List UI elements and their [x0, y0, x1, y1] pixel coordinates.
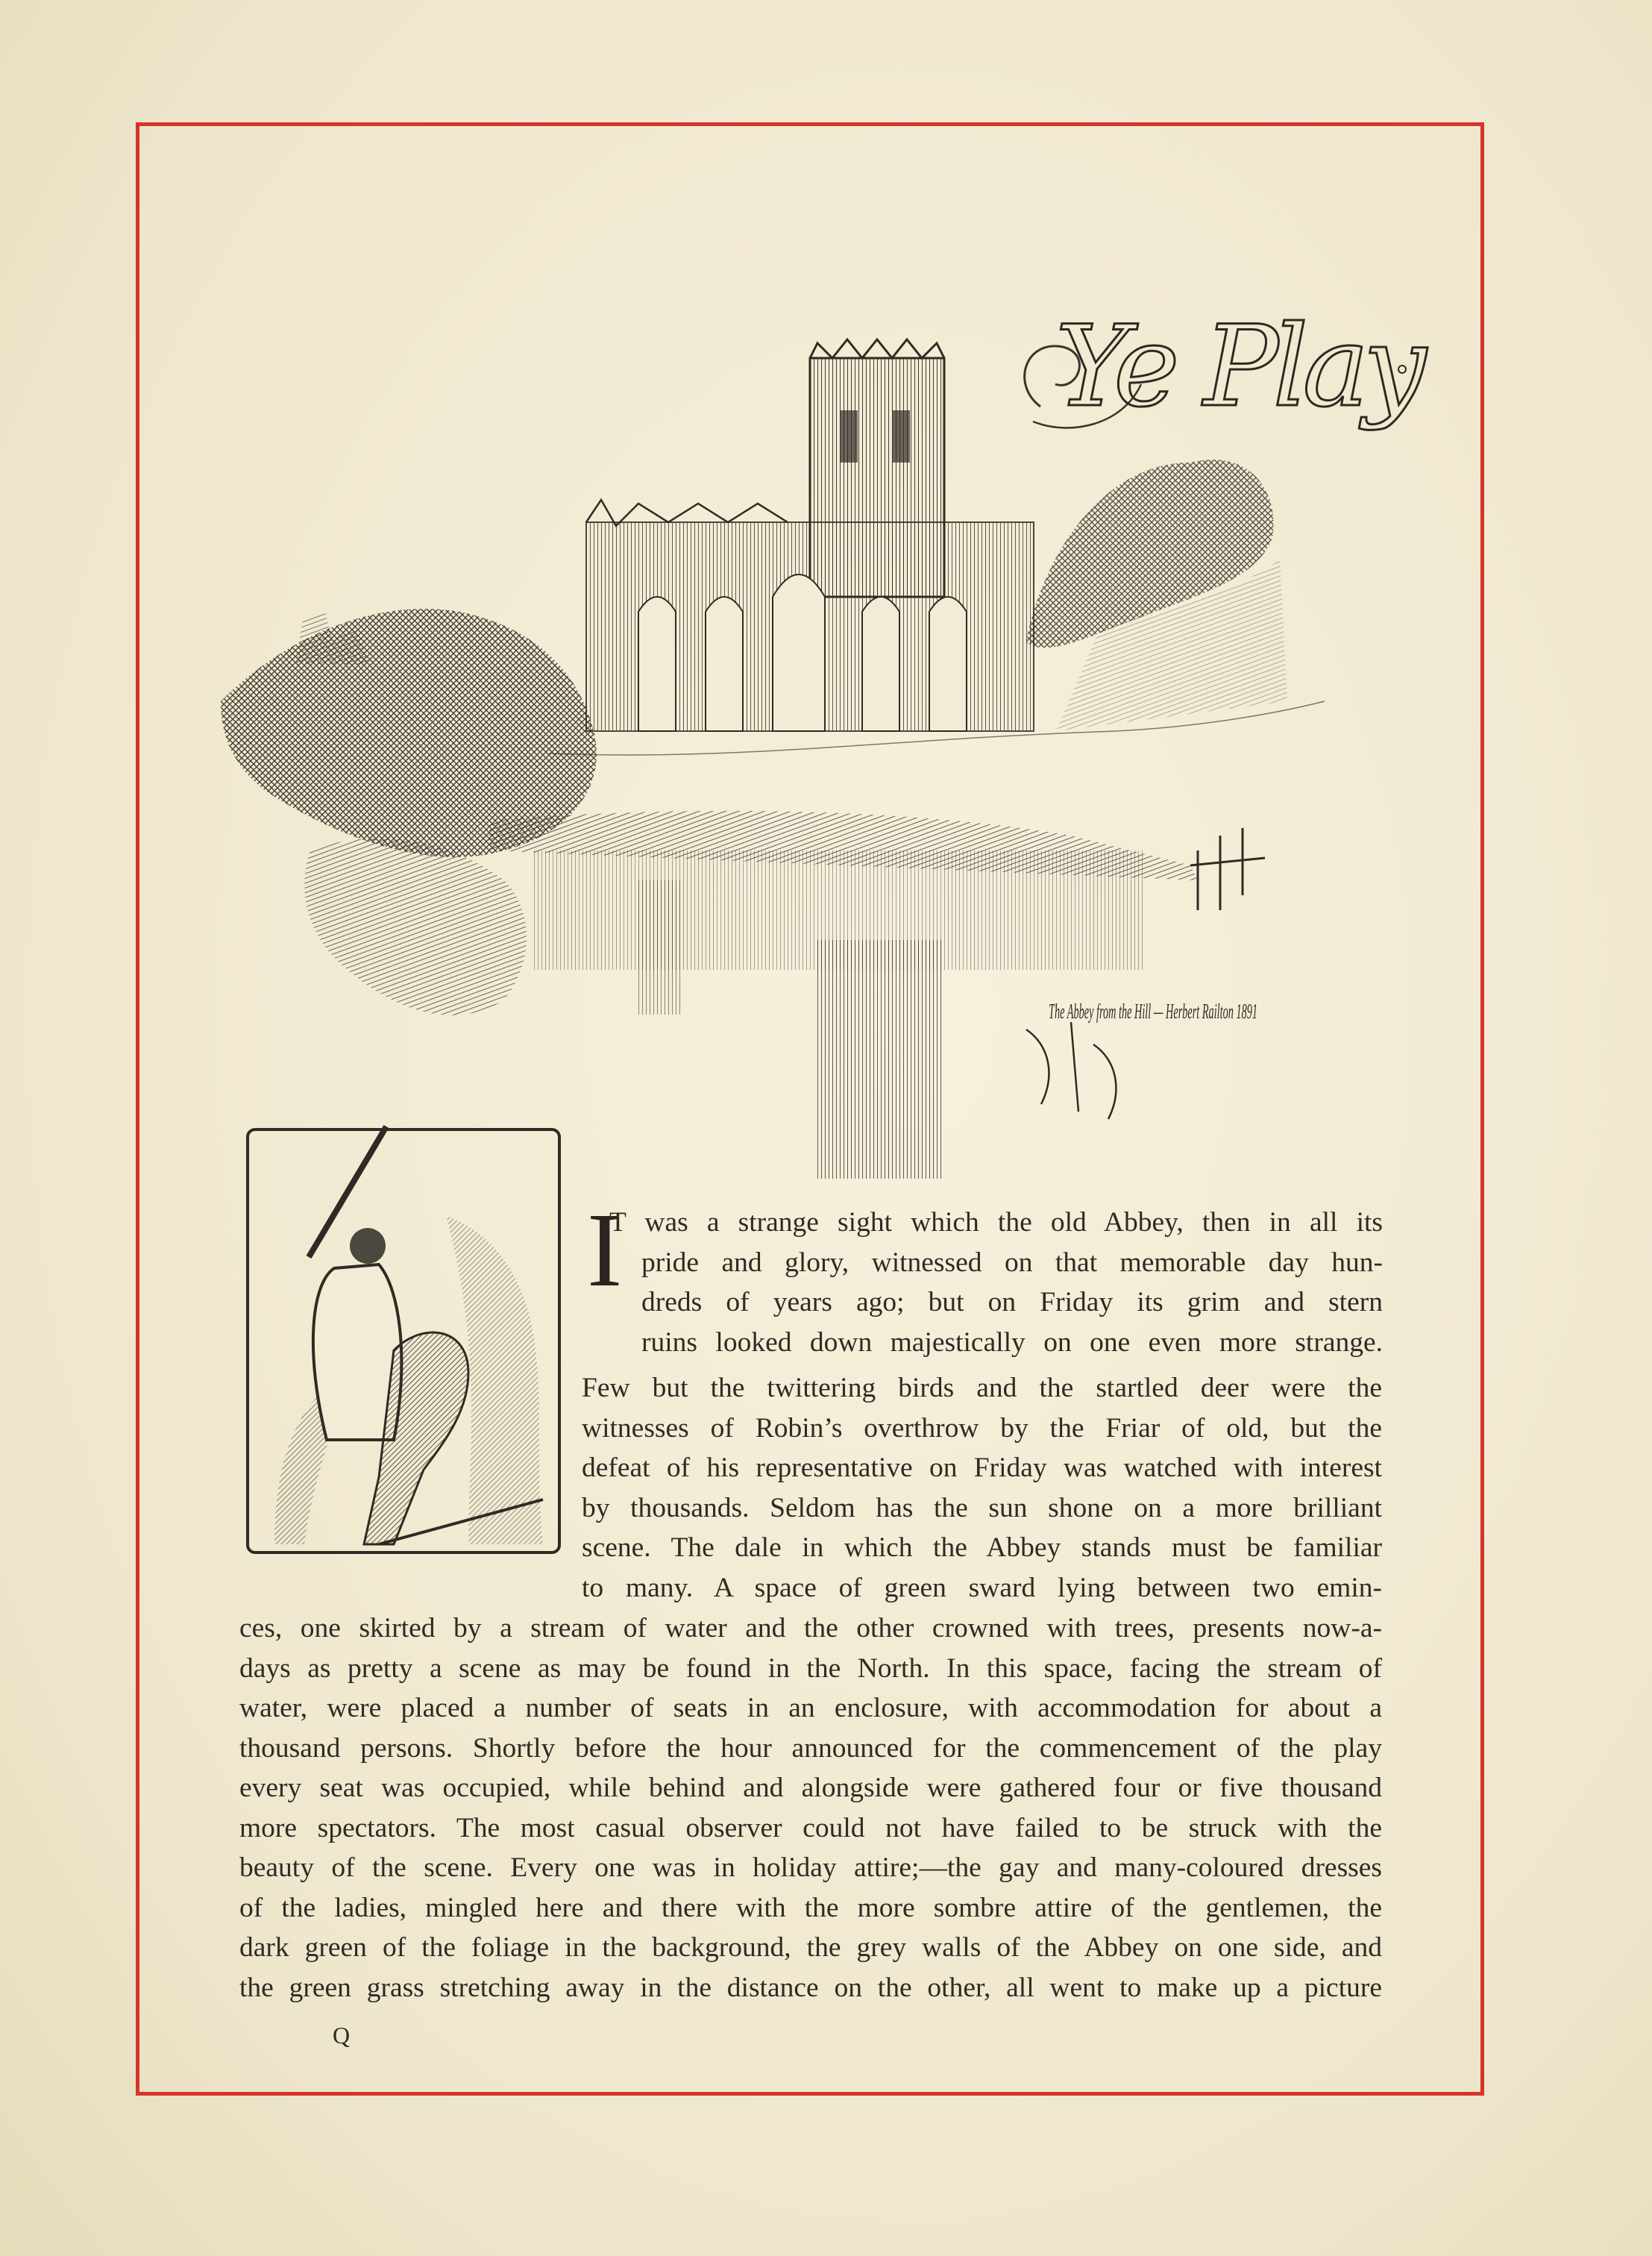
- abbey-building: [586, 339, 1034, 731]
- text-line: by thousands. Seldom has the sun shone on a more brilliant: [582, 1492, 1382, 1523]
- text-line: Few but the twittering birds and the startled deer were the: [582, 1373, 1382, 1403]
- drop-cap: I: [587, 1191, 623, 1309]
- text-line: thousand persons. Shortly before the hour announced for the commencement of the play: [239, 1732, 1382, 1764]
- friar-illustration: [245, 1127, 562, 1555]
- text-line: every seat was occupied, while behind and alongside were gathered four or five thousand: [239, 1773, 1382, 1803]
- signature-text: The Abbey from the Hill — Herbert Railton 1891: [1049, 1000, 1257, 1024]
- text-line: beauty of the scene. Every one was in holiday attire;—the gay and many-coloured dresses: [239, 1852, 1382, 1883]
- artist-signature: [1026, 1000, 1257, 1119]
- title-text: Ye Play: [1055, 302, 1421, 432]
- text-line: scene. The dale in which the Abbey stands must be familiar: [582, 1532, 1382, 1563]
- text-line: of the ladies, mingled here and there with the more sombre attire of the gentlemen, the: [239, 1892, 1382, 1923]
- text-line: T was a strange sight which the old Abbey, then in all its: [609, 1207, 1383, 1238]
- text-line: ces, one skirted by a stream of water and the other crowned with trees, presents now-a-: [239, 1613, 1382, 1644]
- right-trees: [1026, 460, 1287, 731]
- fence: [1190, 828, 1265, 910]
- body-text-narrow: [582, 1368, 1382, 1608]
- opening-paragraph: [585, 1203, 1383, 1362]
- text-line: to many. A space of green sward lying between two emin-: [582, 1572, 1382, 1603]
- text-line: dark green of the foliage in the background, the grey walls of the Abbey on one side, and: [239, 1932, 1382, 1963]
- text-line: witnesses of Robin’s overthrow by the Friar of old, but the: [582, 1412, 1382, 1444]
- friar-head: [350, 1228, 386, 1264]
- abbey-illustration: [221, 313, 1325, 1186]
- text-line: ruins looked down majestically on one even more strange.: [641, 1326, 1383, 1358]
- text-line: dreds of years ago; but on Friday its grim and stern: [641, 1287, 1383, 1317]
- text-line: pride and glory, witnessed on that memorable day hun-: [641, 1247, 1383, 1278]
- text-line: the green grass stretching away in the distance on the other, all went to make up a picture: [239, 1972, 1382, 2003]
- text-line: more spectators. The most casual observer could not have failed to be struck with the: [239, 1812, 1382, 1843]
- text-line: days as pretty a scene as may be found in the North. In this space, facing the stream of: [239, 1652, 1382, 1684]
- text-line: defeat of his representative on Friday was watched with interest: [582, 1453, 1382, 1483]
- text-line: water, were placed a number of seats in an enclosure, with accommodation for about a: [239, 1693, 1382, 1723]
- signature-mark: Q: [333, 2022, 351, 2049]
- body-text-wide: [239, 1608, 1382, 2008]
